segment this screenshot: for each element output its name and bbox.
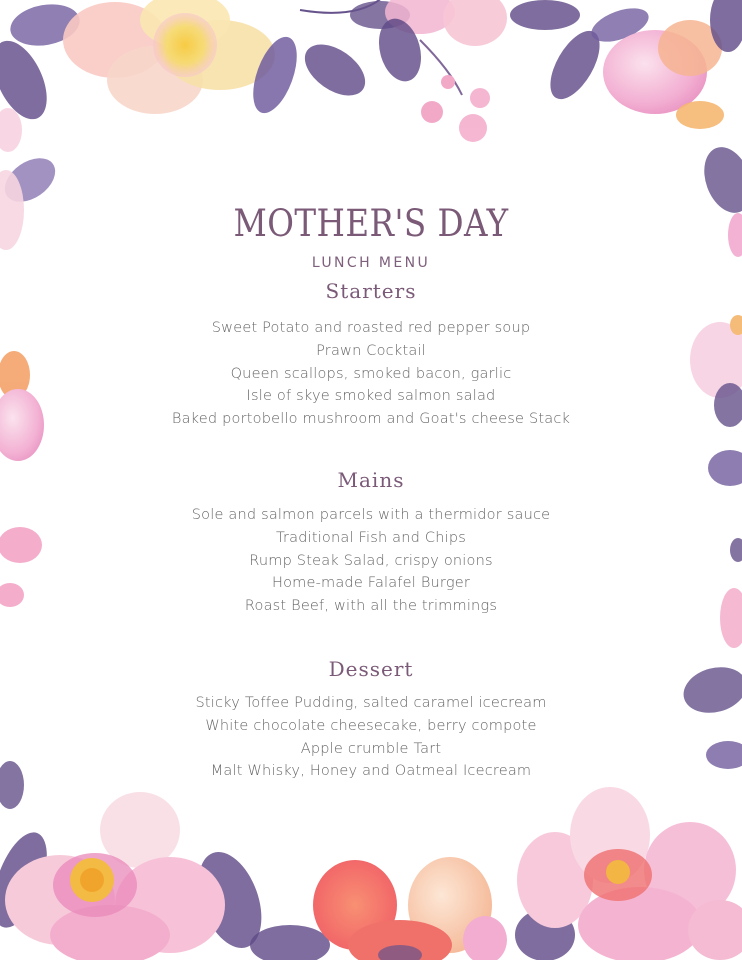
list-item: Roast Beef, with all the trimmings (244, 598, 498, 615)
list-item: Sticky Toffee Pudding, salted caramel icecream (195, 695, 547, 711)
list-item: Baked portobello mushroom and Goat's cheese Stack (171, 411, 571, 428)
list-item: Sole and salmon parcels with a thermidor sauce (191, 507, 551, 523)
list-item: Home-made Falafel Burger (271, 575, 471, 592)
list-item: White chocolate cheesecake, berry compote (205, 717, 537, 734)
list-item: Traditional Fish and Chips (276, 529, 466, 546)
list-item: Rump Steak Salad, crispy onions (249, 552, 493, 569)
section-heading-starters: Starters (325, 279, 417, 303)
menu-subtitle: LUNCH MENU (311, 255, 431, 271)
list-item: Malt Whisky, Honey and Oatmeal Icecream (210, 763, 532, 780)
bottom-left-floral-icon (0, 792, 273, 960)
list-item: Queen scallops, smoked bacon, garlic (230, 365, 512, 382)
list-item: Sweet Potato and roasted red pepper soup (211, 320, 531, 336)
top-right-floral-icon (372, 0, 742, 142)
list-item: Prawn Cocktail (316, 342, 426, 359)
list-item: Apple crumble Tart (300, 740, 442, 757)
section-heading-mains: Mains (337, 468, 405, 492)
dessert-list (0, 692, 742, 783)
menu-title: MOTHER'S DAY (233, 202, 509, 245)
starters-list (0, 317, 742, 431)
bottom-right-floral-icon (515, 787, 742, 960)
mains-list (0, 504, 742, 618)
list-item: Isle of skye smoked salmon salad (246, 388, 496, 405)
bottom-center-floral-icon (250, 857, 507, 960)
section-heading-dessert: Dessert (328, 657, 414, 681)
